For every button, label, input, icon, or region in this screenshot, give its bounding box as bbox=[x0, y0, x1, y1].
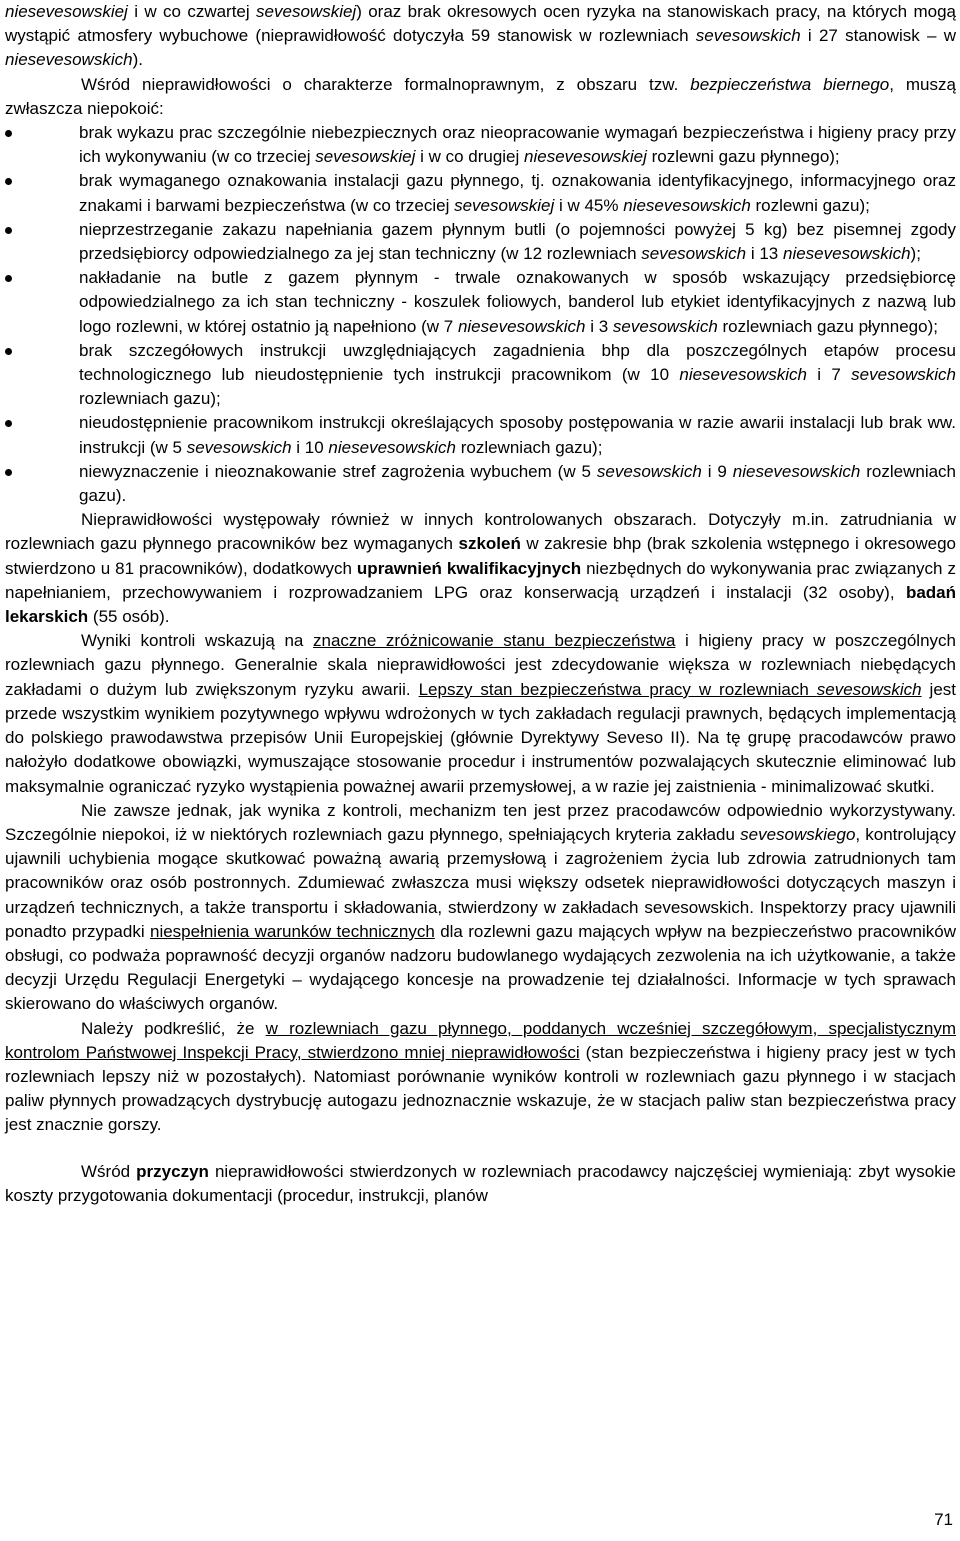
text-run: ); bbox=[910, 244, 921, 264]
italic-term: sevesowskich bbox=[641, 244, 747, 264]
text-run: rozlewniach gazu). bbox=[79, 461, 957, 506]
text-run: nieprawidłowości stwierdzonych w rozlewniach pracodawcy najczęściej wymieniają: zbyt wysokie koszty przygotowania dokumentacji (procedur, instrukcji, planów bbox=[5, 1161, 956, 1205]
text-run: i 13 bbox=[746, 244, 783, 264]
text-run: brak wykazu prac szczególnie niebezpiecznych oraz nieopracowanie wymagań bezpieczeństwa i higieny pracy przy ich wykonywaniu (w co trzeciej bbox=[79, 123, 956, 167]
text-run: Wśród bbox=[81, 1161, 137, 1181]
text-run: i w co drugiej bbox=[415, 147, 525, 167]
text-run: rozlewniach gazu płynnego); bbox=[717, 316, 938, 336]
bullet-icon bbox=[5, 420, 12, 427]
paragraph-causes bbox=[5, 1160, 956, 1208]
list-item bbox=[5, 339, 956, 412]
italic-term: sevesowskiej bbox=[315, 147, 416, 167]
italic-term: niesevesowskich bbox=[328, 437, 456, 457]
text-run: rozlewniach gazu); bbox=[455, 437, 603, 457]
bold-term: badań lekarskich bbox=[5, 582, 956, 627]
underlined-phrase: znaczne zróżnicowanie stanu bezpieczeństwa bbox=[313, 631, 676, 651]
document-page bbox=[5, 0, 956, 1208]
text-run: i 27 stanowisk – w bbox=[800, 26, 956, 46]
text-run: , kontrolujący ujawnili uchybienia mogące skutkować poważną awarią przemysłową i zagrożeniem życia lub zdrowia zatrudnionych tam pracowników oraz osób postronnych. Zdumiewać zwłaszcza musi większy odsetek nieprawidłowości dotyczących maszyn i urządzeń technicznych, a także transportu i składowania, stwierdzony w zakładach sevesowskich. Inspektorzy pracy ujawnili ponadto przypadki bbox=[5, 824, 956, 941]
bold-term: uprawnień kwalifikacyjnych bbox=[356, 558, 582, 578]
text-run: Wyniki kontroli wskazują na bbox=[81, 631, 313, 651]
text-run: ). bbox=[132, 50, 143, 70]
text-run: i higieny pracy w poszczególnych rozlewniach gazu płynnego. Generalnie skala nieprawidłowości jest zdecydowanie większa w rozlewniach niebędących zakładami o dużym lub zwiększonym ryzyku awarii. bbox=[5, 631, 956, 699]
italic-term: sevesowskiej bbox=[454, 195, 555, 215]
text-run: Wśród nieprawidłowości o charakterze formalnoprawnym, z obszaru tzw. bbox=[81, 74, 691, 94]
text-run: jest przede wszystkim wynikiem pozytywnego wpływu wdrożonych w tych zakładach regulacji prawnych, będących implementacją do polskiego prawodawstwa przepisów Unii Europejskiej (głównie Dyrektywy Seveso II). Na tę grupę pracodawców prawo nałożyło dodatkowe obowiązki, wymuszające stosowanie procedur i instrumentów pozwalających skutecznie eliminować lub maksymalnie ograniczać ryzyko wystąpienia poważnej awarii przemysłowej, a w razie jej zaistnienia - minimalizować skutki. bbox=[5, 679, 956, 796]
italic-term: sevesowskich bbox=[612, 316, 718, 336]
list-item bbox=[5, 218, 956, 266]
list-item bbox=[5, 169, 956, 217]
bullet-icon bbox=[5, 227, 12, 234]
paragraph-emphasis bbox=[5, 1017, 956, 1138]
paragraph-other-areas bbox=[5, 508, 956, 629]
text-run: (55 osób). bbox=[88, 607, 170, 627]
italic-term: niesevesowskich bbox=[457, 316, 586, 336]
italic-term: niesevesowskich bbox=[732, 461, 861, 481]
text-run: i 3 bbox=[585, 316, 613, 336]
italic-term: sevesowskich bbox=[816, 679, 922, 699]
italic-term: niesevesowskiej bbox=[5, 2, 128, 21]
bold-term: przyczyn bbox=[136, 1161, 209, 1181]
underlined-phrase bbox=[419, 680, 922, 699]
italic-term: sevesowskiej bbox=[256, 2, 357, 21]
underlined-phrase: w rozlewniach gazu płynnego, poddanych wcześniej szczegółowym, specjalistycznym kontrolom Państwowej Inspekcji Pracy, stwierdzono mniej nieprawidłowości bbox=[5, 1018, 956, 1062]
bold-term: szkoleń bbox=[458, 534, 521, 554]
text-run: ) oraz brak okresowych ocen ryzyka na stanowiskach pracy, na których mogą wystąpić atmosfery wybuchowe (nieprawidłowość dotyczyła 59 stanowisk w rozlewniach bbox=[5, 2, 956, 46]
text-run: , muszą zwłaszcza niepokoić: bbox=[5, 74, 956, 118]
text-run: rozlewni gazu); bbox=[750, 195, 870, 215]
issues-bullet-list bbox=[5, 121, 956, 508]
italic-term: bezpieczeństwa biernego bbox=[690, 74, 890, 94]
text-run: w zakresie bhp (brak szkolenia wstępnego i okresowego stwierdzono u 81 pracowników), dodatkowych bbox=[5, 534, 956, 578]
text-run: rozlewniach gazu); bbox=[79, 389, 221, 409]
text-run: rozlewni gazu płynnego); bbox=[646, 147, 840, 167]
italic-term: niesevesowskich bbox=[679, 365, 807, 385]
italic-term: sevesowskich bbox=[596, 461, 702, 481]
text-run: nieudostępnienie pracownikom instrukcji określających sposoby postępowania w razie awarii instalacji lub brak ww. instrukcji (w 5 bbox=[79, 413, 956, 457]
list-item bbox=[5, 266, 956, 339]
paragraph-intro bbox=[5, 0, 956, 73]
bullet-icon bbox=[5, 469, 12, 476]
text-run: dla rozlewni gazu mających wpływ na bezpieczeństwo pracowników obsługi, co podważa poprawność decyzji organów nadzoru budowlanego wydających zezwolenia na ich użytkowanie, a także decyzji Urzędu Regulacji Energetyki – wydającego koncesje na prowadzenie tej działalności. Informacje w tych sprawach skierowano do właściwych organów. bbox=[5, 921, 957, 1014]
list-item bbox=[5, 121, 956, 169]
text-run: brak wymaganego oznakowania instalacji gazu płynnego, tj. oznakowania identyfikacyjnego, informacyjnego oraz znakami i barwami bezpieczeństwa (w co trzeciej bbox=[79, 171, 956, 215]
text-run: nakładanie na butle z gazem płynnym - trwale oznakowanych w sposób wskazujący przedsiębiorcę odpowiedzialnego za ich stan techniczny - koszulek foliowych, banderol lub etykiet identyfikacyjnych z nazwą lub logo rozlewni, w której ostatnio ją napełniono (w 7 bbox=[79, 268, 956, 336]
list-item bbox=[5, 460, 956, 508]
italic-term: niesevesowskich bbox=[782, 244, 911, 264]
text-run: nieprzestrzeganie zakazu napełniania gazem płynnym butli (o pojemności powyżej 5 kg) bez pisemnej zgody przedsiębiorcy odpowiedzialnego za jej stan techniczny (w 12 rozlewniach bbox=[79, 219, 956, 264]
text-run: i 7 bbox=[806, 365, 852, 385]
italic-term: sevesowskich bbox=[695, 26, 801, 46]
paragraph-mechanism bbox=[5, 799, 956, 1017]
text-run: niewyznaczenie i nieoznakowanie stref zagrożenia wybuchem (w 5 bbox=[79, 461, 597, 481]
bullet-icon bbox=[5, 275, 12, 282]
text-run: Należy podkreślić, że bbox=[81, 1018, 266, 1038]
italic-term: niesevesowskich bbox=[5, 50, 133, 70]
bullet-icon bbox=[5, 348, 12, 355]
bullet-icon bbox=[5, 130, 12, 137]
text-run: Nie zawsze jednak, jak wynika z kontroli, mechanizm ten jest przez pracodawców odpowiednio wykorzystywany. Szczególnie niepokoi, iż w niektórych rozlewniach gazu płynnego, spełniających kryteria zakładu bbox=[5, 800, 956, 844]
text-run: brak szczegółowych instrukcji uwzględniających zagadnienia bhp dla poszczególnych etapów procesu technologicznego lub nieudostępnienie tych instrukcji pracownikom (w 10 bbox=[79, 340, 956, 385]
text-run: i 9 bbox=[701, 461, 733, 481]
page-number: 71 bbox=[934, 1510, 953, 1529]
italic-term: sevesowskich bbox=[851, 365, 956, 385]
paragraph-results bbox=[5, 629, 956, 798]
italic-term: niesevesowskich bbox=[623, 195, 751, 215]
text-run: niezbędnych do wykonywania prac związanych z napełnianiem, przechowywaniem i rozprowadzaniem LPG oraz konserwacją urządzeń i instalacji (32 osoby), bbox=[5, 558, 956, 602]
bullet-icon bbox=[5, 178, 12, 185]
list-item bbox=[5, 411, 956, 459]
italic-term: niesevesowskiej bbox=[524, 147, 647, 167]
text-run: i w co czwartej bbox=[127, 2, 257, 21]
text-run: i 10 bbox=[291, 437, 329, 457]
italic-term: sevesowskich bbox=[186, 437, 292, 457]
text-run: Nieprawidłowości występowały również w innych kontrolowanych obszarach. Dotyczyły m.in. zatrudniania w rozlewniach gazu płynnego pracowników bez wymaganych bbox=[5, 510, 956, 554]
paragraph-formal-issues bbox=[5, 73, 956, 121]
underlined-phrase: niespełnienia warunków technicznych bbox=[149, 921, 435, 941]
text-run: (stan bezpieczeństwa i higieny pracy jest w tych rozlewniach lepszy niż w pozostałych). Natomiast porównanie wyników kontroli w rozlewniach gazu płynnego i w stacjach paliw płynnych prowadzących dystrybucję autogazu jednoznacznie wskazuje, że w stacjach paliw stan bezpieczeństwa pracy jest znacznie gorszy. bbox=[5, 1042, 956, 1135]
italic-term: sevesowskiego bbox=[740, 824, 856, 844]
text-run: i w 45% bbox=[554, 195, 624, 215]
text-run: Lepszy stan bezpieczeństwa pracy w rozlewniach bbox=[418, 679, 817, 699]
